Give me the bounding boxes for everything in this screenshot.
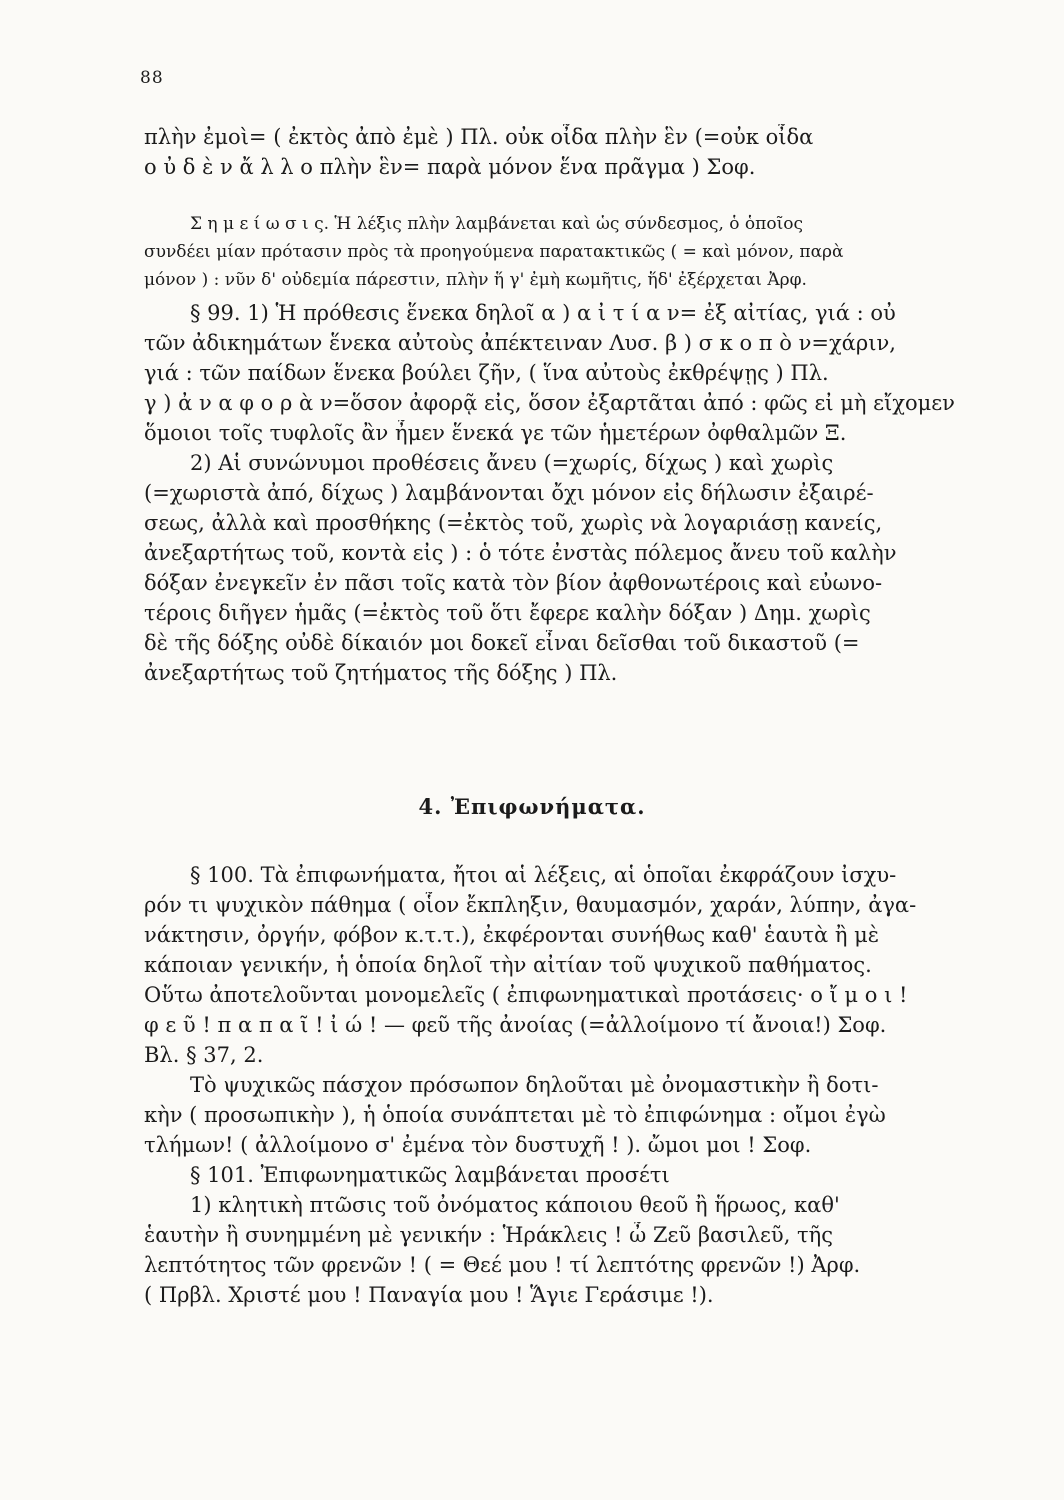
text-line: ἀνεξαρτήτως τοῦ ζητήματος τῆς δόξης ) Πλ. bbox=[144, 661, 618, 685]
text-line: Οὕτω ἀποτελοῦνται μονομελεῖς ( ἐπιφωνηματικαὶ προτάσεις· ο ἴ μ ο ι ! bbox=[144, 983, 908, 1007]
text-line: § 99. 1) Ἡ πρόθεσις ἕνεκα δηλοῖ α ) α ἰ τ ί α ν= ἐξ αἰτίας, γιά : οὐ bbox=[190, 301, 896, 325]
note-simeiosis bbox=[144, 212, 988, 296]
text-line: ὅμοιοι τοῖς τυφλοῖς ἂν ἦμεν ἕνεκά γε τῶν ἡμετέρων ὀφθαλμῶν Ξ. bbox=[144, 421, 847, 445]
text-line: γ ) ἀ ν α φ ο ρ ὰ ν=ὅσον ἀφορᾷ εἰς, ὅσον ἐξαρτᾶται ἀπό : φῶς εἰ μὴ εἴχομεν bbox=[144, 391, 955, 415]
text-line: πλὴν ἐμοὶ= ( ἐκτὸς ἀπὸ ἐμὲ ) Πλ. οὐκ οἶδα πλὴν ἓν (=οὐκ οἶδα bbox=[144, 125, 814, 149]
text-line: ἀνεξαρτήτως τοῦ, κοντὰ εἰς ) : ὁ τότε ἐνστὰς πόλεμος ἄνευ τοῦ καλὴν bbox=[144, 541, 897, 565]
text-line: κὴν ( προσωπικὴν ), ἡ ὁποία συνάπτεται μὲ τὸ ἐπιφώνημα : οἴμοι ἐγὼ bbox=[144, 1103, 886, 1127]
text-line: φ ε ῦ ! π α π α ῖ ! ἰ ώ ! — φεῦ τῆς ἀνοίας (=ἀλλοίμονο τί ἄνοια!) Σοφ. bbox=[144, 1013, 887, 1037]
section-100-101 bbox=[144, 862, 988, 1312]
section-heading: 4. Ἐπιφωνήματα. bbox=[418, 794, 646, 819]
text-line: τέροις διῆγεν ἡμᾶς (=ἐκτὸς τοῦ ὅτι ἔφερε καλὴν δόξαν ) Δημ. χωρὶς bbox=[144, 601, 871, 625]
text-line: ( Πρβλ. Χριστέ μου ! Παναγία μου ! Ἅγιε Γεράσιμε !). bbox=[144, 1283, 714, 1307]
text-line: (=χωριστὰ ἀπό, δίχως ) λαμβάνονται ὄχι μόνον εἰς δήλωσιν ἐξαιρέ- bbox=[144, 481, 874, 505]
text-line: Σ η μ ε ί ω σ ι ς. Ἡ λέξις πλὴν λαμβάνεται καὶ ὡς σύνδεσμος, ὁ ὁποῖος bbox=[190, 214, 803, 234]
text-line: ο ὐ δ ὲ ν ἄ λ λ ο πλὴν ἓν= παρὰ μόνον ἕνα πρᾶγμα ) Σοφ. bbox=[144, 155, 756, 179]
text-line: τλήμων! ( ἀλλοίμονο σ' ἐμένα τὸν δυστυχῆ ! ). ὤμοι μοι ! Σοφ. bbox=[144, 1133, 812, 1157]
text-line: 1) κλητικὴ πτῶσις τοῦ ὀνόματος κάποιου θεοῦ ἢ ἥρωος, καθ' bbox=[190, 1193, 840, 1217]
text-line: Βλ. § 37, 2. bbox=[144, 1043, 264, 1067]
text-line: τῶν ἀδικημάτων ἕνεκα αὐτοὺς ἀπέκτειναν Λυσ. β ) σ κ ο π ὸ ν=χάριν, bbox=[144, 331, 896, 355]
text-line: νάκτησιν, ὀργήν, φόβον κ.τ.τ.), ἐκφέρονται συνήθως καθ' ἑαυτὰ ἢ μὲ bbox=[144, 923, 880, 947]
text-line: σεως, ἀλλὰ καὶ προσθήκης (=ἐκτὸς τοῦ, χωρὶς νὰ λογαριάσῃ κανείς, bbox=[144, 511, 883, 535]
text-line: ἑαυτὴν ἢ συνημμένη μὲ γενικήν : Ἡράκλεις ! ὦ Ζεῦ βασιλεῦ, τῆς bbox=[144, 1223, 834, 1247]
text-line: ρόν τι ψυχικὸν πάθημα ( οἷον ἔκπληξιν, θαυμασμόν, χαράν, λύπην, ἀγα- bbox=[144, 893, 917, 917]
paragraph-plin-emoi bbox=[144, 124, 988, 184]
text-line: λεπτότητος τῶν φρενῶν ! ( = Θεέ μου ! τί λεπτότης φρενῶν !) Ἀρφ. bbox=[144, 1253, 861, 1277]
text-line: 2) Αἱ συνώνυμοι προθέσεις ἄνευ (=χωρίς, δίχως ) καὶ χωρὶς bbox=[190, 451, 834, 475]
text-line: μόνον ) : νῦν δ' οὐδεμία πάρεστιν, πλὴν ἥ γ' ἐμὴ κωμῆτις, ἥδ' ἐξέρχεται Ἀρφ. bbox=[144, 270, 807, 290]
page-number: 88 bbox=[140, 68, 164, 88]
text-line: Τὸ ψυχικῶς πάσχον πρόσωπον δηλοῦται μὲ ὀνομαστικὴν ἢ δοτι- bbox=[190, 1073, 879, 1097]
text-line: γιά : τῶν παίδων ἕνεκα βούλει ζῆν, ( ἵνα αὐτοὺς ἐκθρέψῃς ) Πλ. bbox=[144, 361, 829, 385]
section-99 bbox=[144, 300, 988, 690]
text-line: § 100. Τὰ ἐπιφωνήματα, ἤτοι αἱ λέξεις, αἱ ὁποῖαι ἐκφράζουν ἰσχυ- bbox=[190, 863, 897, 887]
text-line: δόξαν ἐνεγκεῖν ἐν πᾶσι τοῖς κατὰ τὸν βίον ἀφθονωτέροις καὶ εὐωνο- bbox=[144, 571, 883, 595]
text-line: συνδέει μίαν πρότασιν πρὸς τὰ προηγούμενα παρατακτικῶς ( = καὶ μόνον, παρὰ bbox=[144, 242, 844, 262]
text-line: κάποιαν γενικήν, ἡ ὁποία δηλοῖ τὴν αἰτίαν τοῦ ψυχικοῦ παθήματος. bbox=[144, 953, 872, 977]
text-line: δὲ τῆς δόξης οὐδὲ δίκαιόν μοι δοκεῖ εἶναι δεῖσθαι τοῦ δικαστοῦ (= bbox=[144, 631, 860, 655]
text-line: § 101. Ἐπιφωνηματικῶς λαμβάνεται προσέτι bbox=[190, 1163, 670, 1187]
